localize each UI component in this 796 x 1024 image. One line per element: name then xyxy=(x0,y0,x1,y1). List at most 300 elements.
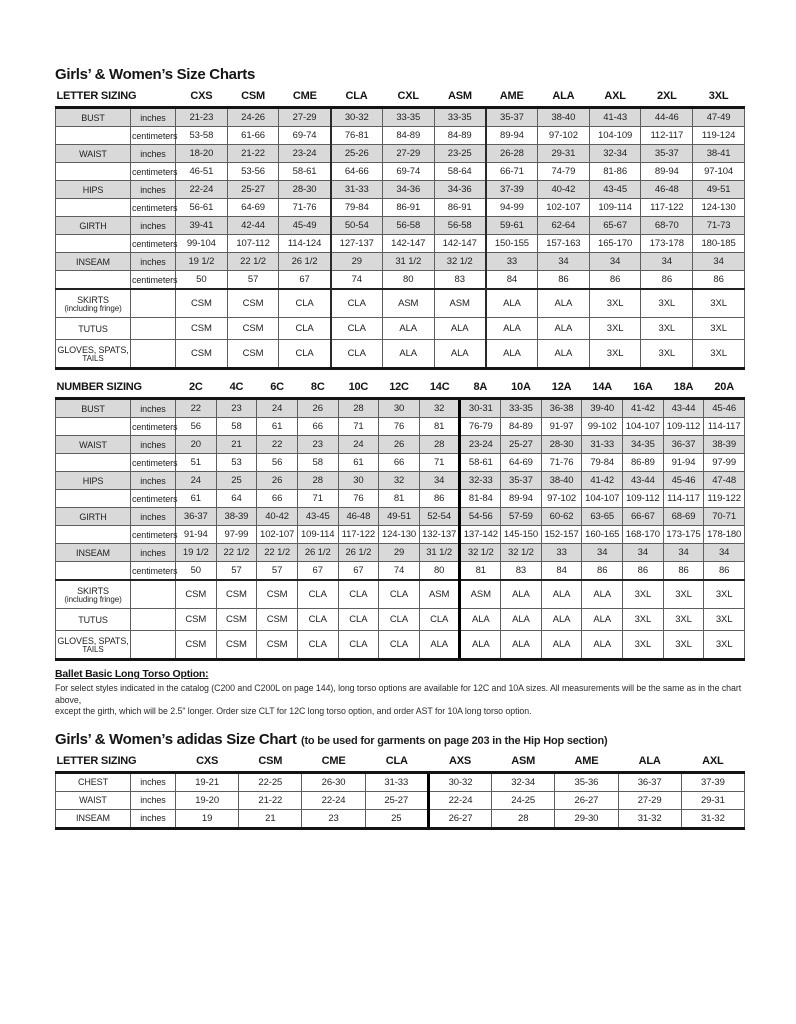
table-cell: 74-79 xyxy=(538,163,590,181)
table-cell: 27-29 xyxy=(382,145,434,163)
table-cell: 45-46 xyxy=(704,399,745,418)
table-cell: 102-107 xyxy=(257,526,298,544)
table-cell: 86-91 xyxy=(382,199,434,217)
table-cell: 81-84 xyxy=(460,490,501,508)
table-cell: CSM xyxy=(257,609,298,631)
row-label xyxy=(56,526,131,544)
table-cell: ALA xyxy=(419,631,460,660)
table-cell: 61-66 xyxy=(227,127,279,145)
table-cell: CSM xyxy=(176,580,217,609)
table-cell: 99-102 xyxy=(582,418,623,436)
table-cell: 64-69 xyxy=(501,454,542,472)
table-cell: 109-112 xyxy=(663,418,704,436)
row-label xyxy=(56,271,131,290)
table-cell: 89-94 xyxy=(501,490,542,508)
table-cell: 119-124 xyxy=(693,127,745,145)
table-cell: 51 xyxy=(176,454,217,472)
table-cell: 26-27 xyxy=(555,791,618,809)
unit-label xyxy=(131,318,176,340)
table-row xyxy=(56,318,745,340)
table-cell: ALA xyxy=(582,580,623,609)
table-cell: 34 xyxy=(582,544,623,562)
table-cell: 86 xyxy=(693,271,745,290)
ballet-note-line2: except the girth, which will be 2.5" longer. Order size CLT for 12C long torso option, and order AST for 10A long torso option. xyxy=(55,706,532,716)
table-cell: 80 xyxy=(419,562,460,581)
table-cell: 3XL xyxy=(641,340,693,369)
table-cell: 68-70 xyxy=(641,217,693,235)
table-cell: 34 xyxy=(641,253,693,271)
table-cell: CLA xyxy=(338,580,379,609)
table-row xyxy=(56,544,745,562)
table-cell: 3XL xyxy=(663,580,704,609)
table-cell: 81 xyxy=(419,418,460,436)
table-cell: 142-147 xyxy=(434,235,486,253)
table-cell: 62-64 xyxy=(538,217,590,235)
table-cell: 38-39 xyxy=(216,508,257,526)
row-label xyxy=(56,562,131,581)
table-row xyxy=(56,562,745,581)
table-cell: 30 xyxy=(338,472,379,490)
table-cell: 64 xyxy=(216,490,257,508)
table-cell: 69-74 xyxy=(382,163,434,181)
table-cell: CLA xyxy=(297,609,338,631)
column-header: ALA xyxy=(538,88,590,108)
table-cell: 67 xyxy=(297,562,338,581)
column-header: 20A xyxy=(704,379,745,399)
unit-label: inches xyxy=(131,399,176,418)
table-cell: 104-107 xyxy=(623,418,664,436)
table-cell: 3XL xyxy=(623,631,664,660)
table-cell: 180-185 xyxy=(693,235,745,253)
table-row xyxy=(56,145,745,163)
table-row xyxy=(56,289,745,318)
table-cell: 22-24 xyxy=(176,181,228,199)
table-cell: 19-21 xyxy=(176,772,239,791)
column-header: CXL xyxy=(382,88,434,108)
table-cell: 24-25 xyxy=(492,791,555,809)
table-cell: 124-130 xyxy=(379,526,420,544)
table-cell: 27-29 xyxy=(279,108,331,127)
table-cell: 31 1/2 xyxy=(382,253,434,271)
table-cell: 36-37 xyxy=(618,772,681,791)
table-cell: CSM xyxy=(227,340,279,369)
table-cell: 47-49 xyxy=(693,108,745,127)
table-cell: 86 xyxy=(419,490,460,508)
row-label: TUTUS xyxy=(56,318,131,340)
table-cell: 46-48 xyxy=(338,508,379,526)
table-cell: 30-32 xyxy=(428,772,491,791)
table-cell: 58 xyxy=(297,454,338,472)
table-cell: 58-61 xyxy=(279,163,331,181)
table-cell: 41-42 xyxy=(623,399,664,418)
table-cell: 56-58 xyxy=(434,217,486,235)
table-cell: CLA xyxy=(379,609,420,631)
table-cell: 32 1/2 xyxy=(501,544,542,562)
table-cell: 25-27 xyxy=(501,436,542,454)
table-row xyxy=(56,235,745,253)
table-cell: 64-69 xyxy=(227,199,279,217)
table-cell: ALA xyxy=(382,318,434,340)
table-cell: 3XL xyxy=(693,318,745,340)
table-cell: 3XL xyxy=(589,289,641,318)
table-cell: 97-102 xyxy=(538,127,590,145)
table-cell: 29 xyxy=(331,253,383,271)
table-cell: 34-36 xyxy=(382,181,434,199)
table-cell: 3XL xyxy=(589,318,641,340)
table-cell: 66 xyxy=(297,418,338,436)
table-cell: 66-71 xyxy=(486,163,538,181)
table-cell: 178-180 xyxy=(704,526,745,544)
column-header: 12C xyxy=(379,379,420,399)
column-header: ASM xyxy=(434,88,486,108)
page-title: Girls’ & Women’s Size Charts xyxy=(55,66,255,83)
row-label xyxy=(56,127,131,145)
adidas-sizing-table xyxy=(55,753,745,830)
table-cell: 46-51 xyxy=(176,163,228,181)
table-cell: CLA xyxy=(297,580,338,609)
table-row xyxy=(56,472,745,490)
table-cell: 157-163 xyxy=(538,235,590,253)
table-cell: 35-37 xyxy=(486,108,538,127)
row-label: SKIRTS (including fringe) xyxy=(56,580,131,609)
table-row xyxy=(56,454,745,472)
table-row xyxy=(56,772,745,791)
table-cell: 53-58 xyxy=(176,127,228,145)
column-header: 18A xyxy=(663,379,704,399)
table-cell: 44-46 xyxy=(641,108,693,127)
table-cell: 107-112 xyxy=(227,235,279,253)
unit-label: centimeters xyxy=(131,127,176,145)
row-label: WAIST xyxy=(56,145,131,163)
column-header: 14C xyxy=(419,379,460,399)
row-label: HIPS xyxy=(56,472,131,490)
table-cell: CLA xyxy=(279,340,331,369)
table-cell: 57 xyxy=(216,562,257,581)
row-label: WAIST xyxy=(56,436,131,454)
table-cell: 23-24 xyxy=(279,145,331,163)
table-cell: 71 xyxy=(419,454,460,472)
table-cell: 23 xyxy=(297,436,338,454)
table-cell: 32-33 xyxy=(460,472,501,490)
column-header: ALA xyxy=(618,753,681,773)
table-cell: ALA xyxy=(460,609,501,631)
table-cell: 137-142 xyxy=(460,526,501,544)
table-cell: 28 xyxy=(492,809,555,828)
table-cell: CLA xyxy=(331,340,383,369)
table-cell: ALA xyxy=(538,340,590,369)
table-cell: 32 xyxy=(419,399,460,418)
table-cell: 89-94 xyxy=(641,163,693,181)
table-cell: CSM xyxy=(227,289,279,318)
table-cell: ALA xyxy=(541,631,582,660)
table-cell: 34 xyxy=(623,544,664,562)
table-cell: 71-76 xyxy=(279,199,331,217)
table-cell: 32 1/2 xyxy=(460,544,501,562)
table-cell: 173-175 xyxy=(663,526,704,544)
row-label: WAIST xyxy=(56,791,131,809)
table-cell: 3XL xyxy=(589,340,641,369)
unit-label: inches xyxy=(131,145,176,163)
table-cell: 43-44 xyxy=(623,472,664,490)
table-cell: CLA xyxy=(379,580,420,609)
table-row xyxy=(56,163,745,181)
table-cell: 38-40 xyxy=(541,472,582,490)
table-row xyxy=(56,809,745,828)
table-cell: 39-40 xyxy=(582,399,623,418)
table-cell: ALA xyxy=(582,631,623,660)
table-cell: 21 xyxy=(216,436,257,454)
table-cell: 74 xyxy=(331,271,383,290)
table-cell: 25 xyxy=(216,472,257,490)
table-header-label: LETTER SIZING xyxy=(56,753,176,773)
table-cell: 71-73 xyxy=(693,217,745,235)
table-cell: 58-61 xyxy=(460,454,501,472)
table-cell: 37-39 xyxy=(486,181,538,199)
table-cell: 79-84 xyxy=(582,454,623,472)
column-header: 3XL xyxy=(693,88,745,108)
table-cell: CSM xyxy=(176,318,228,340)
unit-label: inches xyxy=(131,772,176,791)
table-cell: 97-104 xyxy=(693,163,745,181)
table-cell: CLA xyxy=(338,609,379,631)
table-cell: 22-25 xyxy=(239,772,302,791)
table-row xyxy=(56,631,745,660)
header-row xyxy=(56,379,745,399)
unit-label: centimeters xyxy=(131,163,176,181)
table-cell: 29-31 xyxy=(538,145,590,163)
table-cell: 49-51 xyxy=(379,508,420,526)
table-cell: 21 xyxy=(239,809,302,828)
unit-label: inches xyxy=(131,544,176,562)
table-cell: 25-27 xyxy=(365,791,428,809)
table-cell: ALA xyxy=(382,340,434,369)
table-cell: 69-74 xyxy=(279,127,331,145)
header-row xyxy=(56,753,745,773)
table-cell: 21-23 xyxy=(176,108,228,127)
table-cell: 3XL xyxy=(693,340,745,369)
table-cell: 173-178 xyxy=(641,235,693,253)
table-cell: 32 xyxy=(379,472,420,490)
table-cell: 19 1/2 xyxy=(176,544,217,562)
column-header: 4C xyxy=(216,379,257,399)
table-cell: 86-91 xyxy=(434,199,486,217)
table-cell: 124-130 xyxy=(693,199,745,217)
table-cell: 57 xyxy=(227,271,279,290)
unit-label: inches xyxy=(131,508,176,526)
table-cell: 41-42 xyxy=(582,472,623,490)
table-cell: 41-43 xyxy=(589,108,641,127)
table-cell: 28-30 xyxy=(541,436,582,454)
row-label: INSEAM xyxy=(56,544,131,562)
table-cell: ALA xyxy=(434,340,486,369)
table-cell: 22-24 xyxy=(428,791,491,809)
table-cell: 31-33 xyxy=(582,436,623,454)
table-cell: 30 xyxy=(379,399,420,418)
table-cell: 74 xyxy=(379,562,420,581)
table-cell: 33-35 xyxy=(501,399,542,418)
table-cell: 61 xyxy=(176,490,217,508)
table-cell: 31-32 xyxy=(618,809,681,828)
table-cell: 30-31 xyxy=(460,399,501,418)
table-cell: ALA xyxy=(538,289,590,318)
row-label: HIPS xyxy=(56,181,131,199)
table-row xyxy=(56,217,745,235)
table-cell: 26 xyxy=(257,472,298,490)
table-cell: 84-89 xyxy=(501,418,542,436)
table-cell: 35-36 xyxy=(555,772,618,791)
table-cell: 38-39 xyxy=(704,436,745,454)
table-cell: 3XL xyxy=(704,580,745,609)
column-header: 8A xyxy=(460,379,501,399)
column-header: CME xyxy=(302,753,365,773)
unit-label: centimeters xyxy=(131,271,176,290)
table-cell: 71 xyxy=(297,490,338,508)
table-cell: CLA xyxy=(279,318,331,340)
table-cell: ALA xyxy=(541,609,582,631)
table-cell: 27-29 xyxy=(618,791,681,809)
table-cell: ASM xyxy=(382,289,434,318)
table-cell: 119-122 xyxy=(704,490,745,508)
table-cell: ALA xyxy=(486,289,538,318)
table-cell: 21-22 xyxy=(227,145,279,163)
table-cell: 33 xyxy=(486,253,538,271)
table-cell: 50 xyxy=(176,562,217,581)
row-label xyxy=(56,490,131,508)
table-cell: 31-33 xyxy=(365,772,428,791)
table-cell: 76 xyxy=(338,490,379,508)
table-cell: 38-40 xyxy=(538,108,590,127)
table-cell: 22 xyxy=(176,399,217,418)
table-row xyxy=(56,526,745,544)
column-header: 2C xyxy=(176,379,217,399)
table-row xyxy=(56,399,745,418)
table-cell: 97-99 xyxy=(704,454,745,472)
table-cell: 34 xyxy=(589,253,641,271)
table-cell: CSM xyxy=(176,340,228,369)
table-cell: 3XL xyxy=(641,289,693,318)
table-cell: 97-102 xyxy=(541,490,582,508)
table-cell: 49-51 xyxy=(693,181,745,199)
table-cell: ASM xyxy=(434,289,486,318)
table-cell: 22 1/2 xyxy=(257,544,298,562)
header-row xyxy=(56,88,745,108)
table-cell: CLA xyxy=(331,318,383,340)
column-header: CXS xyxy=(176,753,239,773)
table-cell: 68-69 xyxy=(663,508,704,526)
table-header-label: LETTER SIZING xyxy=(56,88,176,108)
unit-label: inches xyxy=(131,217,176,235)
table-cell: 38-41 xyxy=(693,145,745,163)
column-header: 6C xyxy=(257,379,298,399)
table-cell: 34-36 xyxy=(434,181,486,199)
ballet-note-line1: For select styles indicated in the catalog (C200 and C200L on page 144), long torso options are available for 12C and 10A sizes. All measurements will be the same as in the chart above, xyxy=(55,683,742,705)
table-cell: 76 xyxy=(379,418,420,436)
table-cell: CSM xyxy=(227,318,279,340)
table-cell: 76-81 xyxy=(331,127,383,145)
unit-label: centimeters xyxy=(131,490,176,508)
unit-label: inches xyxy=(131,791,176,809)
table-cell: 81 xyxy=(379,490,420,508)
table-cell: 32-34 xyxy=(492,772,555,791)
table-cell: 152-157 xyxy=(541,526,582,544)
table-cell: 86 xyxy=(663,562,704,581)
table-cell: CLA xyxy=(331,289,383,318)
table-cell: 40-42 xyxy=(257,508,298,526)
table-cell: 91-94 xyxy=(663,454,704,472)
table-cell: 71 xyxy=(338,418,379,436)
table-cell: 165-170 xyxy=(589,235,641,253)
table-cell: 127-137 xyxy=(331,235,383,253)
table-row xyxy=(56,271,745,290)
table-cell: ALA xyxy=(501,631,542,660)
table-cell: 84 xyxy=(541,562,582,581)
table-cell: ALA xyxy=(501,580,542,609)
table-row xyxy=(56,199,745,217)
table-cell: 63-65 xyxy=(582,508,623,526)
table-cell: 28 xyxy=(338,399,379,418)
table-cell: 43-45 xyxy=(589,181,641,199)
table-cell: 39-41 xyxy=(176,217,228,235)
table-cell: 26 1/2 xyxy=(338,544,379,562)
adidas-title-sub: (to be used for garments on page 203 in the Hip Hop section) xyxy=(301,734,608,747)
table-cell: 36-37 xyxy=(176,508,217,526)
table-cell: 33-35 xyxy=(434,108,486,127)
unit-label xyxy=(131,340,176,369)
column-header: 14A xyxy=(582,379,623,399)
table-cell: 22 xyxy=(257,436,298,454)
table-cell: 86-89 xyxy=(623,454,664,472)
table-cell: 32-34 xyxy=(589,145,641,163)
table-cell: ALA xyxy=(434,318,486,340)
table-cell: 86 xyxy=(582,562,623,581)
table-cell: 33-35 xyxy=(382,108,434,127)
table-cell: 42-44 xyxy=(227,217,279,235)
table-cell: CLA xyxy=(419,609,460,631)
table-cell: 145-150 xyxy=(501,526,542,544)
table-cell: 3XL xyxy=(663,609,704,631)
table-cell: 86 xyxy=(704,562,745,581)
table-cell: 114-117 xyxy=(704,418,745,436)
table-cell: 104-107 xyxy=(582,490,623,508)
table-cell: 66-67 xyxy=(623,508,664,526)
table-cell: ALA xyxy=(486,340,538,369)
table-cell: 160-165 xyxy=(582,526,623,544)
table-cell: CSM xyxy=(257,580,298,609)
number-sizing-table xyxy=(55,379,745,661)
table-cell: 45-46 xyxy=(663,472,704,490)
table-cell: 61 xyxy=(257,418,298,436)
unit-label: centimeters xyxy=(131,235,176,253)
table-cell: 19 xyxy=(176,809,239,828)
table-cell: 26-27 xyxy=(428,809,491,828)
table-cell: 109-112 xyxy=(623,490,664,508)
table-cell: 24 xyxy=(176,472,217,490)
adidas-title: Girls’ & Women’s adidas Size Chart xyxy=(55,730,297,748)
unit-label: inches xyxy=(131,472,176,490)
table-cell: 53-56 xyxy=(227,163,279,181)
table-cell: 94-99 xyxy=(486,199,538,217)
row-label xyxy=(56,199,131,217)
row-label: INSEAM xyxy=(56,253,131,271)
table-cell: 29-30 xyxy=(555,809,618,828)
unit-label: centimeters xyxy=(131,454,176,472)
table-cell: 26 1/2 xyxy=(297,544,338,562)
table-cell: 64-66 xyxy=(331,163,383,181)
table-cell: 43-45 xyxy=(297,508,338,526)
table-cell: ALA xyxy=(538,318,590,340)
table-cell: CSM xyxy=(176,609,217,631)
ballet-note xyxy=(55,668,745,718)
